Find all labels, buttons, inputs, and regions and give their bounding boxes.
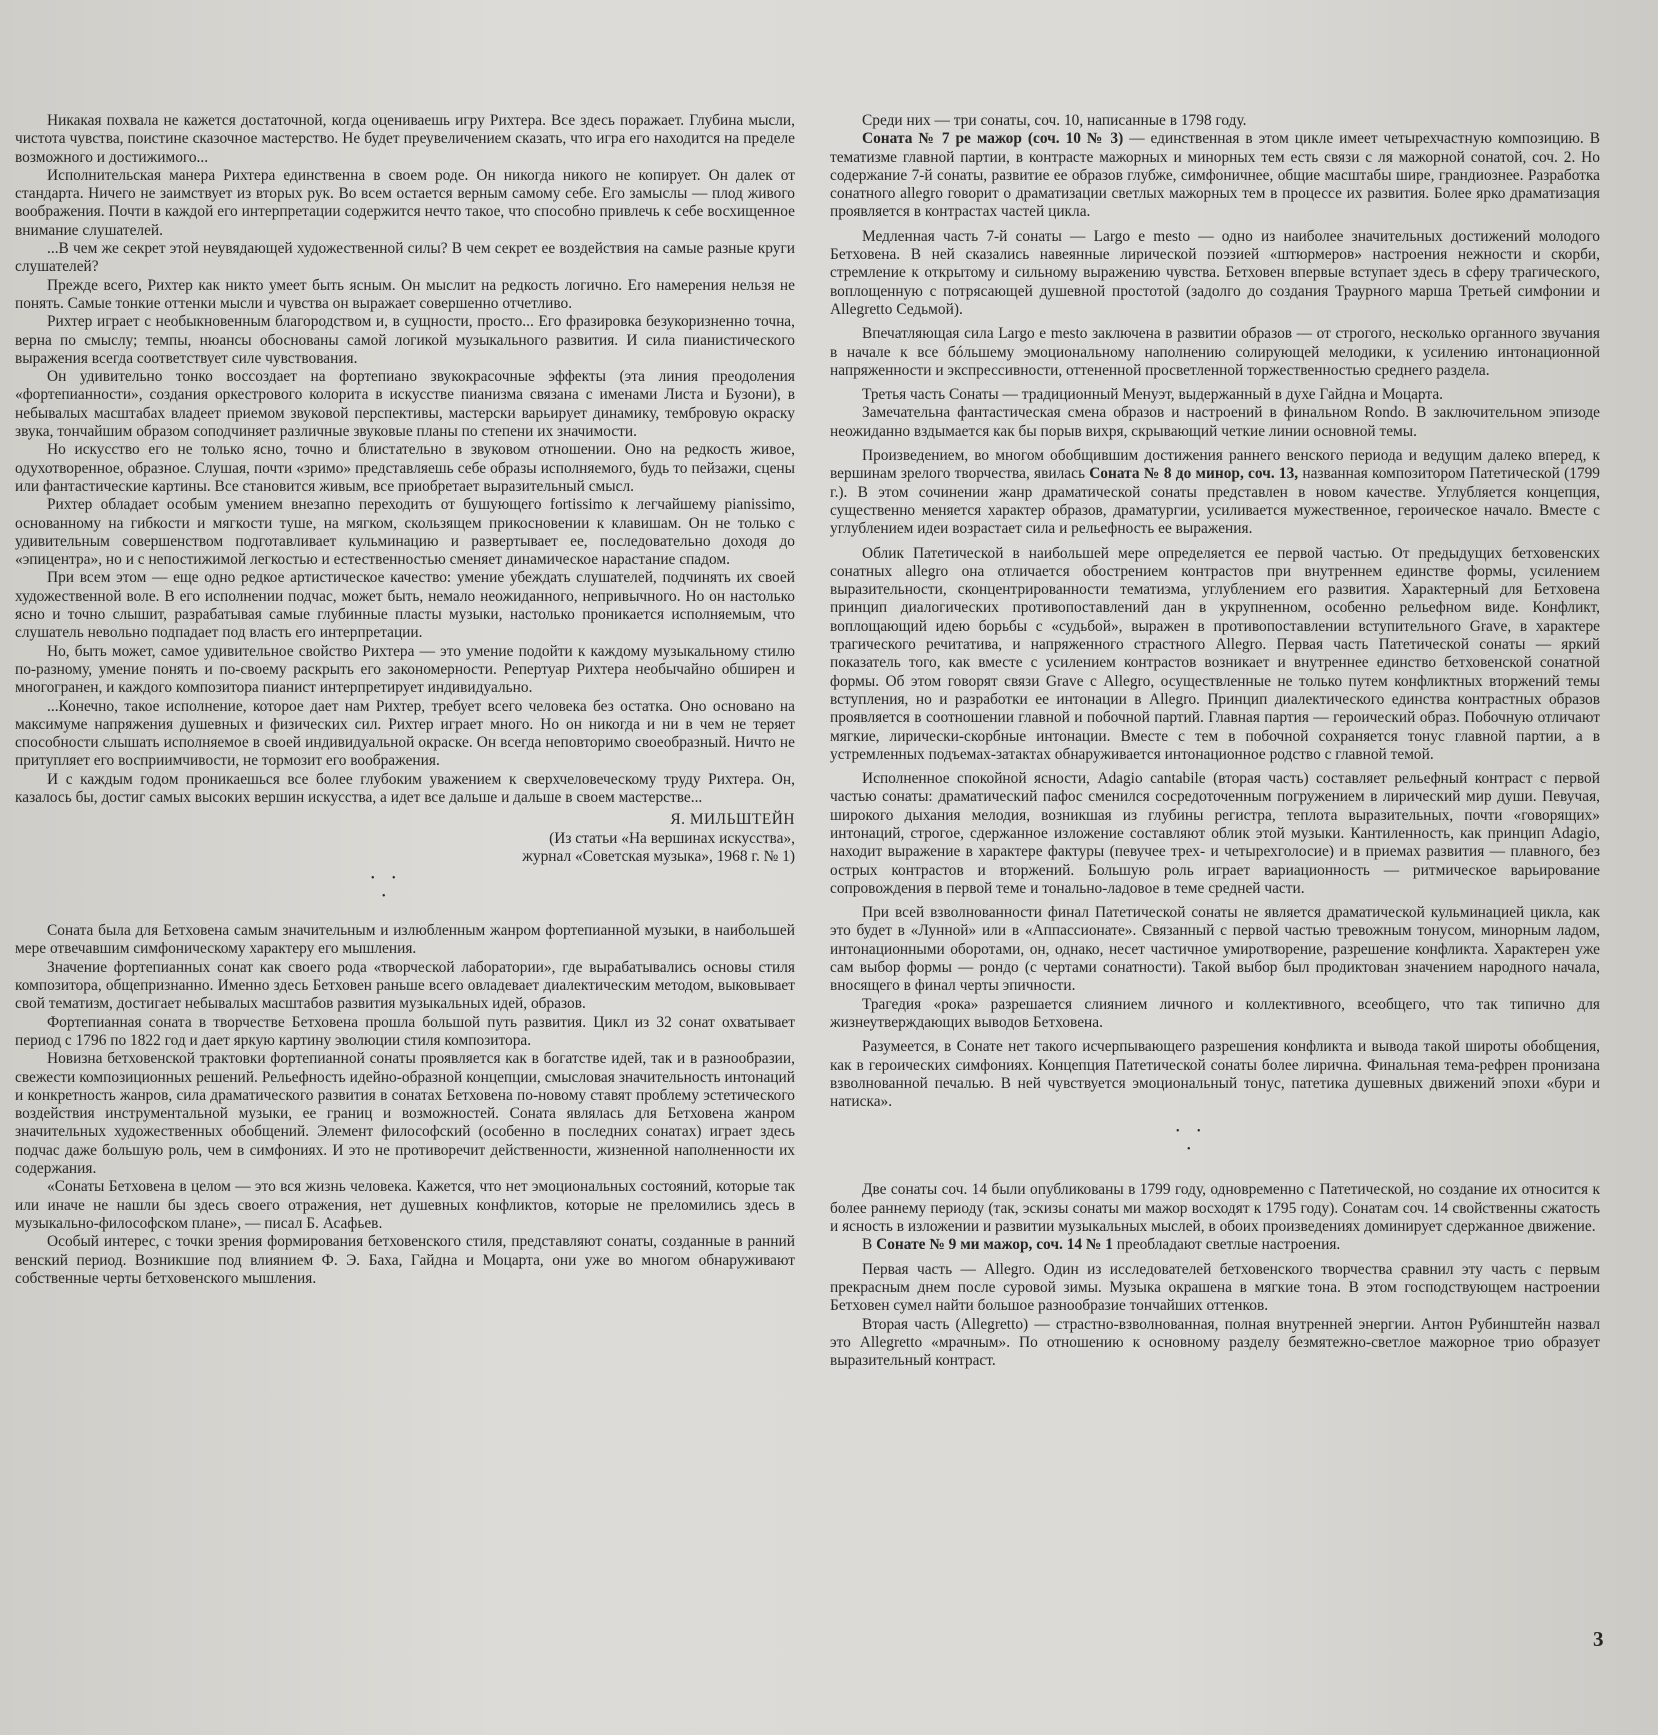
source-line-2: журнал «Советская музыка», 1968 г. № 1) [522,847,795,865]
section-separator [830,1111,1600,1175]
text-paragraph: Но искусство его не только ясно, точно и блистательно в звуковом отношении. Оно на редкость живое, одухотворенное, образное. Слушая, почти «зримо» представляешь себе образы исполняемого, будь то пейзажи, сцены или фантастические картины. Все становится живым, все приобретает выразительный смысл. [15,441,795,495]
text-paragraph: Соната была для Бетховена самым значительным и излюбленным жанром фортепианной музыки, в наибольшей мере отвечавшим симфоническому характеру его мышления. [15,922,795,958]
text-paragraph: Среди них — три сонаты, соч. 10, написанные в 1798 году. [862,112,1247,129]
text-paragraph: Значение фортепианных сонат как своего рода «творческой лаборатории», где вырабатывались основы стиля композитора, общепризнанно. Именно здесь Бетховен раньше всего овладевает диалектическим методом, выковывает свой тематизм, достигает небывалых масштабов развития музыкальных идей, образов. [15,958,795,1013]
sonata-7-paragraph: Соната № 7 ре мажор (соч. 10 № 3) — единственная в этом цикле имеет четырехчастную композицию. В тематизме главной партии, в контрасте мажорных и минорных тем есть связи с ля мажорной сонатой, соч. 2. Но содержание 7-й сонаты, развитие ее образов глубже, симфоничнее, общие масштабы шире, грандиознее. Разработка сонатного allegro говорит о драматизации светлых мажорных тем в процессе их развития. Более ярко драматизация проявляется в контрастах частей цикла. [830,130,1600,221]
separator-dot: • [1176,1126,1180,1138]
separator-dot: • [382,891,386,903]
text-paragraph: Особый интерес, с точки зрения формирования бетховенского стиля, представляют сонаты, созданные в ранний венский период. Возникшие под влиянием Ф. Э. Баха, Гайдна и Моцарта, они уже во многом обнаруживают собственные черты бетховенского мышления. [15,1233,795,1287]
text-paragraph: Замечательна фантастическая смена образов и настроений в финальном Rondo. В заключительном эпизоде неожиданно вздымается как бы порыв вихря, скрывающий четкие линии основной темы. [830,404,1600,440]
text-paragraph: Трагедия «рока» разрешается слиянием личного и коллективного, всеобщего, что так типично для жизнеутверждающих выводов Бетховена. [830,995,1600,1031]
right-column [830,112,1600,1370]
text-paragraph: Исполнительская манера Рихтера единственна в своем роде. Он никогда никого не копирует. Он далек от стандарта. Ничего не заимствует из вторых рук. Во всем остается верным самому себе. Его замыслы — плод живого воображения. Почти в каждой его интерпретации содержится нечто такое, что способно привлечь к себе восхищенное внимание слушателей. [15,166,795,239]
text-paragraph: Исполненное спокойной ясности, Adagio cantabile (вторая часть) составляет рельефный контраст с первой частью сонаты: драматический пафос сменился сосредоточенным погружением в лирический мир души. Певучая, широкого дыхания мелодия, возникшая из глубины регистра, теплота выразительных, почти «говорящих» интонаций, строгое, сдержанное изложение составляют облик этой музыки. Кантиленность, как принцип Adagio, находит выражение в характере фактуры (певучее трех- и четырехголосие) и в приемах развития — плавного, без острых контрастов и вторжений. Большую роль играет вариационность — ритмическое варьирование сопровождения в первой теме и тонально-ладовое в теме средней части. [830,770,1600,897]
text-paragraph: Третья часть Сонаты — традиционный Менуэт, выдержанный в духе Гайдна и Моцарта. [862,386,1443,404]
text-paragraph: Рихтер обладает особым умением внезапно переходить от бушующего fortissimo к легчайшему pianissimo, основанному на гибкости и мягкости туше, на мягком, скользящем прикосновении к клавишам. Он не только с удивительным совершенством подготавливает кульминацию и развертывает ее, последовательно доходя до «эпицентра», но и с непостижимой легкостью и естественностью сменяет динамическое нарастание спадом. [15,496,795,569]
separator-dot: • [1187,1144,1191,1156]
text-paragraph: Медленная часть 7-й сонаты — Largo e mesto — одно из наиболее значительных достижений молодого Бетховена. В ней сказались навеянные лирической поэзией «штюрмеров» настроения нежности и скорби, стремление к открытому и сильному выражению чувства. Бетховен впервые вступает здесь в сферу трагического, воплощенную с потрясающей душевной простотой (задолго до создания Траурного марша Третьей симфонии и Allegretto Седьмой). [830,227,1600,318]
text-paragraph: Разумеется, в Сонате нет такого исчерпывающего разрешения конфликта и вывода такой широты обобщения, как в героических симфониях. Концепция Патетической сонаты более лирична. Финальная тема-рефрен пронизана взволнованной печалью. В ней чувствуется эмоциональный тонус, патетика душевных движений эпохи «бури и натиска». [830,1038,1600,1111]
text-paragraph: Он удивительно тонко воссоздает на фортепиано звукокрасочные эффекты (эта линия преодоления «фортепианности», создания оркестрового колорита в искусстве пианизма связана с именами Листа и Бузони), в небывалых масштабах владеет приемом звуковой перспективы, мастерски варьирует динамику, тембровую окраску звука, тончайшим образом соподчиняет различные звуковые планы по степени их значимости. [15,368,795,441]
text-paragraph: ...В чем же секрет этой неувядающей художественной силы? В чем секрет ее воздействия на самые разные круги слушателей? [15,240,795,276]
text-paragraph: Облик Патетической в наибольшей мере определяется ее первой частью. От предыдущих бетховенских сонатных allegro она отличается обострением контрастов при внутреннем единстве формы, усилением выразительности, сконцентрированности тематизма, углублением его развития. Характерный для Бетховена принцип диалогических противопоставлений дан в укрупненном, особенно рельефном виде. Конфликт, воплощающий идею борьбы с «судьбой», выражен в противопоставлении вступительного Grave, в характере трагического речитатива, и напряженного страстного Allegro. Первая часть Патетической сонаты — яркий показатель того, как вместе с усилением контрастов возникает и внутреннее единство бетховенской сонатной формы. Об этом говорят связи Grave с Allegro, осуществленные не только путем конфликтных вторжений темы вступления, но и разработки ее интонации в Allegro. Принцип диалектического единства контрастных образов проявляется в соотношении главной и побочной партий. Главная партия — героический образ. Побочную отличают мягкие, лирически-скорбные интонации. Вместе с тем в побочной сохраняется тонус главной партии, а в устремленных подъемах-затактах обнаруживается интонационное родство с главной темой. [830,544,1600,763]
sonata-7-title: Соната № 7 ре мажор (соч. 10 № 3) [862,130,1124,148]
text-paragraph: При всей взволнованности финал Патетической сонаты не является драматической кульминацией цикла, как это будет в «Лунной» или в «Аппассионате». Связанный с первой частью тревожным тонусом, минорным ладом, интонационными оборотами, он, однако, несет частичное умиротворение, разрешение конфликта. Характерен уже сам выбор формы — рондо (с чертами сонатности). Такой выбор был продиктован значением народного начала, вносящего в финал черты эпичности. [830,904,1600,995]
text-paragraph: Прежде всего, Рихтер как никто умеет быть ясным. Он мыслит на редкость логично. Его намерения нельзя не понять. Самые тонкие оттенки мысли и чувства он выражает совершенно отчетливо. [15,276,795,312]
author-signature [15,811,795,866]
text-paragraph: Новизна бетховенской трактовки фортепианной сонаты проявляется как в богатстве идей, так и в разнообразии, свежести композиционных решений. Рельефность идейно-образной концепции, смысловая значительность интонаций и конкретность жанров, сила драматического развития в сонатах Бетховена по-новому ставят проблему эстетического воздействия инструментальной музыки, ее границ и возможностей. Соната являлась для Бетховена жанром значительных художественных обобщений. Элемент философский (особенно в последних сонатах) играет здесь подчас даже большую роль, чем в симфониях. И это не противоречит действенности, жизненной наполненности их содержания. [15,1050,795,1178]
separator-dot: • [392,873,396,885]
text-paragraph: Рихтер играет с необыкновенным благородством и, в сущности, просто... Его фразировка безукоризненно точна, верна по смыслу; темпы, нюансы обоснованы самой логикой музыкального развития. И сила пианистического выражения всегда соответствует силе чувствования. [15,313,795,367]
sonata-9-title: Сонате № 9 ми мажор, соч. 14 № 1 [876,1236,1113,1254]
text-paragraph: Но, быть может, самое удивительное свойство Рихтера — это умение подойти к каждому музыкальному стилю по-разному, умение понять и по-своему раскрыть его закономерности. Репертуар Рихтера необычайно обширен и многогранен, и каждого композитора пианист интерпретирует индивидуально. [15,642,795,697]
text-paragraph: Впечатляющая сила Largo e mesto заключена в развитии образов — от строгого, несколько органного звучания в начале к все бóльшему эмоциональному наполнению солирующей мелодики, к усилению интонационной напряженности и экспрессивности, оттененной просветленной торжественностью среднего раздела. [830,325,1600,379]
text-paragraph: Никакая похвала не кажется достаточной, когда оцениваешь игру Рихтера. Все здесь поражает. Глубина мысли, чистота чувства, поистине сказочное мастерство. Не будет преувеличением сказать, что игра его находится на пределе возможного и достижимого... [15,112,795,166]
text-paragraph: Фортепианная соната в творчестве Бетховена прошла большой путь развития. Цикл из 32 сонат охватывает период с 1796 по 1822 год и дает яркую картину эволюции стиля композитора. [15,1013,795,1049]
sonata-8-paragraph: Произведением, во многом обобщившим достижения раннего венского периода и ведущим далеко вперед, к вершинам зрелого творчества, явилась Соната № 8 до минор, соч. 13, названная композитором Патетической (1799 г.). В этом сочинении жанр драматической сонаты представлен в новом качестве. Углубляется концепция, существенно меняется характер образов, драматургии, усиливается мужественное, героическое начало. Вместе с углублением идеи возрастает сила и рельефность ее выражения. [830,447,1601,538]
sonata-9-paragraph: В Сонате № 9 ми мажор, соч. 14 № 1 преобладают светлые настроения. [862,1236,1341,1254]
separator-dot: • [371,873,375,885]
text-paragraph: И с каждым годом проникаешься все более глубоким уважением к сверхчеловеческому труду Рихтера. Он, казалось бы, достиг самых высоких вершин искусства, а идет все дальше и дальше в своем мастерстве... [15,770,795,806]
section-separator [15,866,795,916]
source-line-1: (Из статьи «На вершинах искусства», [549,829,795,847]
sonata-8-title: Соната № 8 до минор, соч. 13, [1089,465,1299,483]
separator-dot: • [1197,1126,1201,1138]
text-paragraph: При всем этом — еще одно редкое артистическое качество: умение убеждать слушателей, подчинять их своей художественной воле. В его исполнении подчас, может быть, немало неожиданного, непривычного. Но он настолько ясно и точно слышит, разрабатывая самые глубинные пласты музыки, настолько проникается исполняемым, что слушатель невольно подпадает под власть его интерпретации. [15,569,795,642]
author-name: Я. МИЛЬШТЕЙН [670,811,795,829]
left-column [15,112,795,1288]
text-paragraph: «Сонаты Бетховена в целом — это вся жизнь человека. Кажется, что нет эмоциональных состояний, которые так или иначе не нашли бы здесь своего отражения, нет душевных конфликтов, которые не преломились здесь в музыкально-философском плане», — писал Б. Асафьев. [15,1178,795,1232]
text-paragraph: Две сонаты соч. 14 были опубликованы в 1799 году, одновременно с Патетической, но создание их относится к более раннему периоду (так, эскизы сонаты ми мажор восходят к 1795 году). Сонатам соч. 14 свойственны сжатость и ясность в изложении и развитии музыкальных мыслей, в обоих произведениях доминирует сдержанное движение. [830,1181,1600,1236]
text-paragraph: ...Конечно, такое исполнение, которое дает нам Рихтер, требует всего человека без остатка. Оно основано на максимуме напряжения душевных и физических сил. Рихтер играет много. Но он никогда и ни в чем не теряет способности слышать исполняемое в своей индивидуальной окраске. Он всегда неповторимо своеобразный. Ничто не притупляет его восприимчивости, не тормозит его воображения. [15,697,795,770]
text-paragraph: Вторая часть (Allegretto) — страстно-взволнованная, полная внутренней энергии. Антон Рубинштейн назвал это Allegretto «мрачным». По отношению к основному разделу безмятежно-светлое мажорное трио образует выразительный контраст. [830,1315,1600,1370]
text-paragraph: Первая часть — Allegro. Один из исследователей бетховенского творчества сравнил эту часть с первым прекрасным днем после суровой зимы. Музыка окрашена в мягкие тона. В этом господствующем настроении Бетховен сумел найти большое разнообразие тончайших оттенков. [830,1260,1600,1315]
page-number: 3 [1593,1627,1604,1651]
